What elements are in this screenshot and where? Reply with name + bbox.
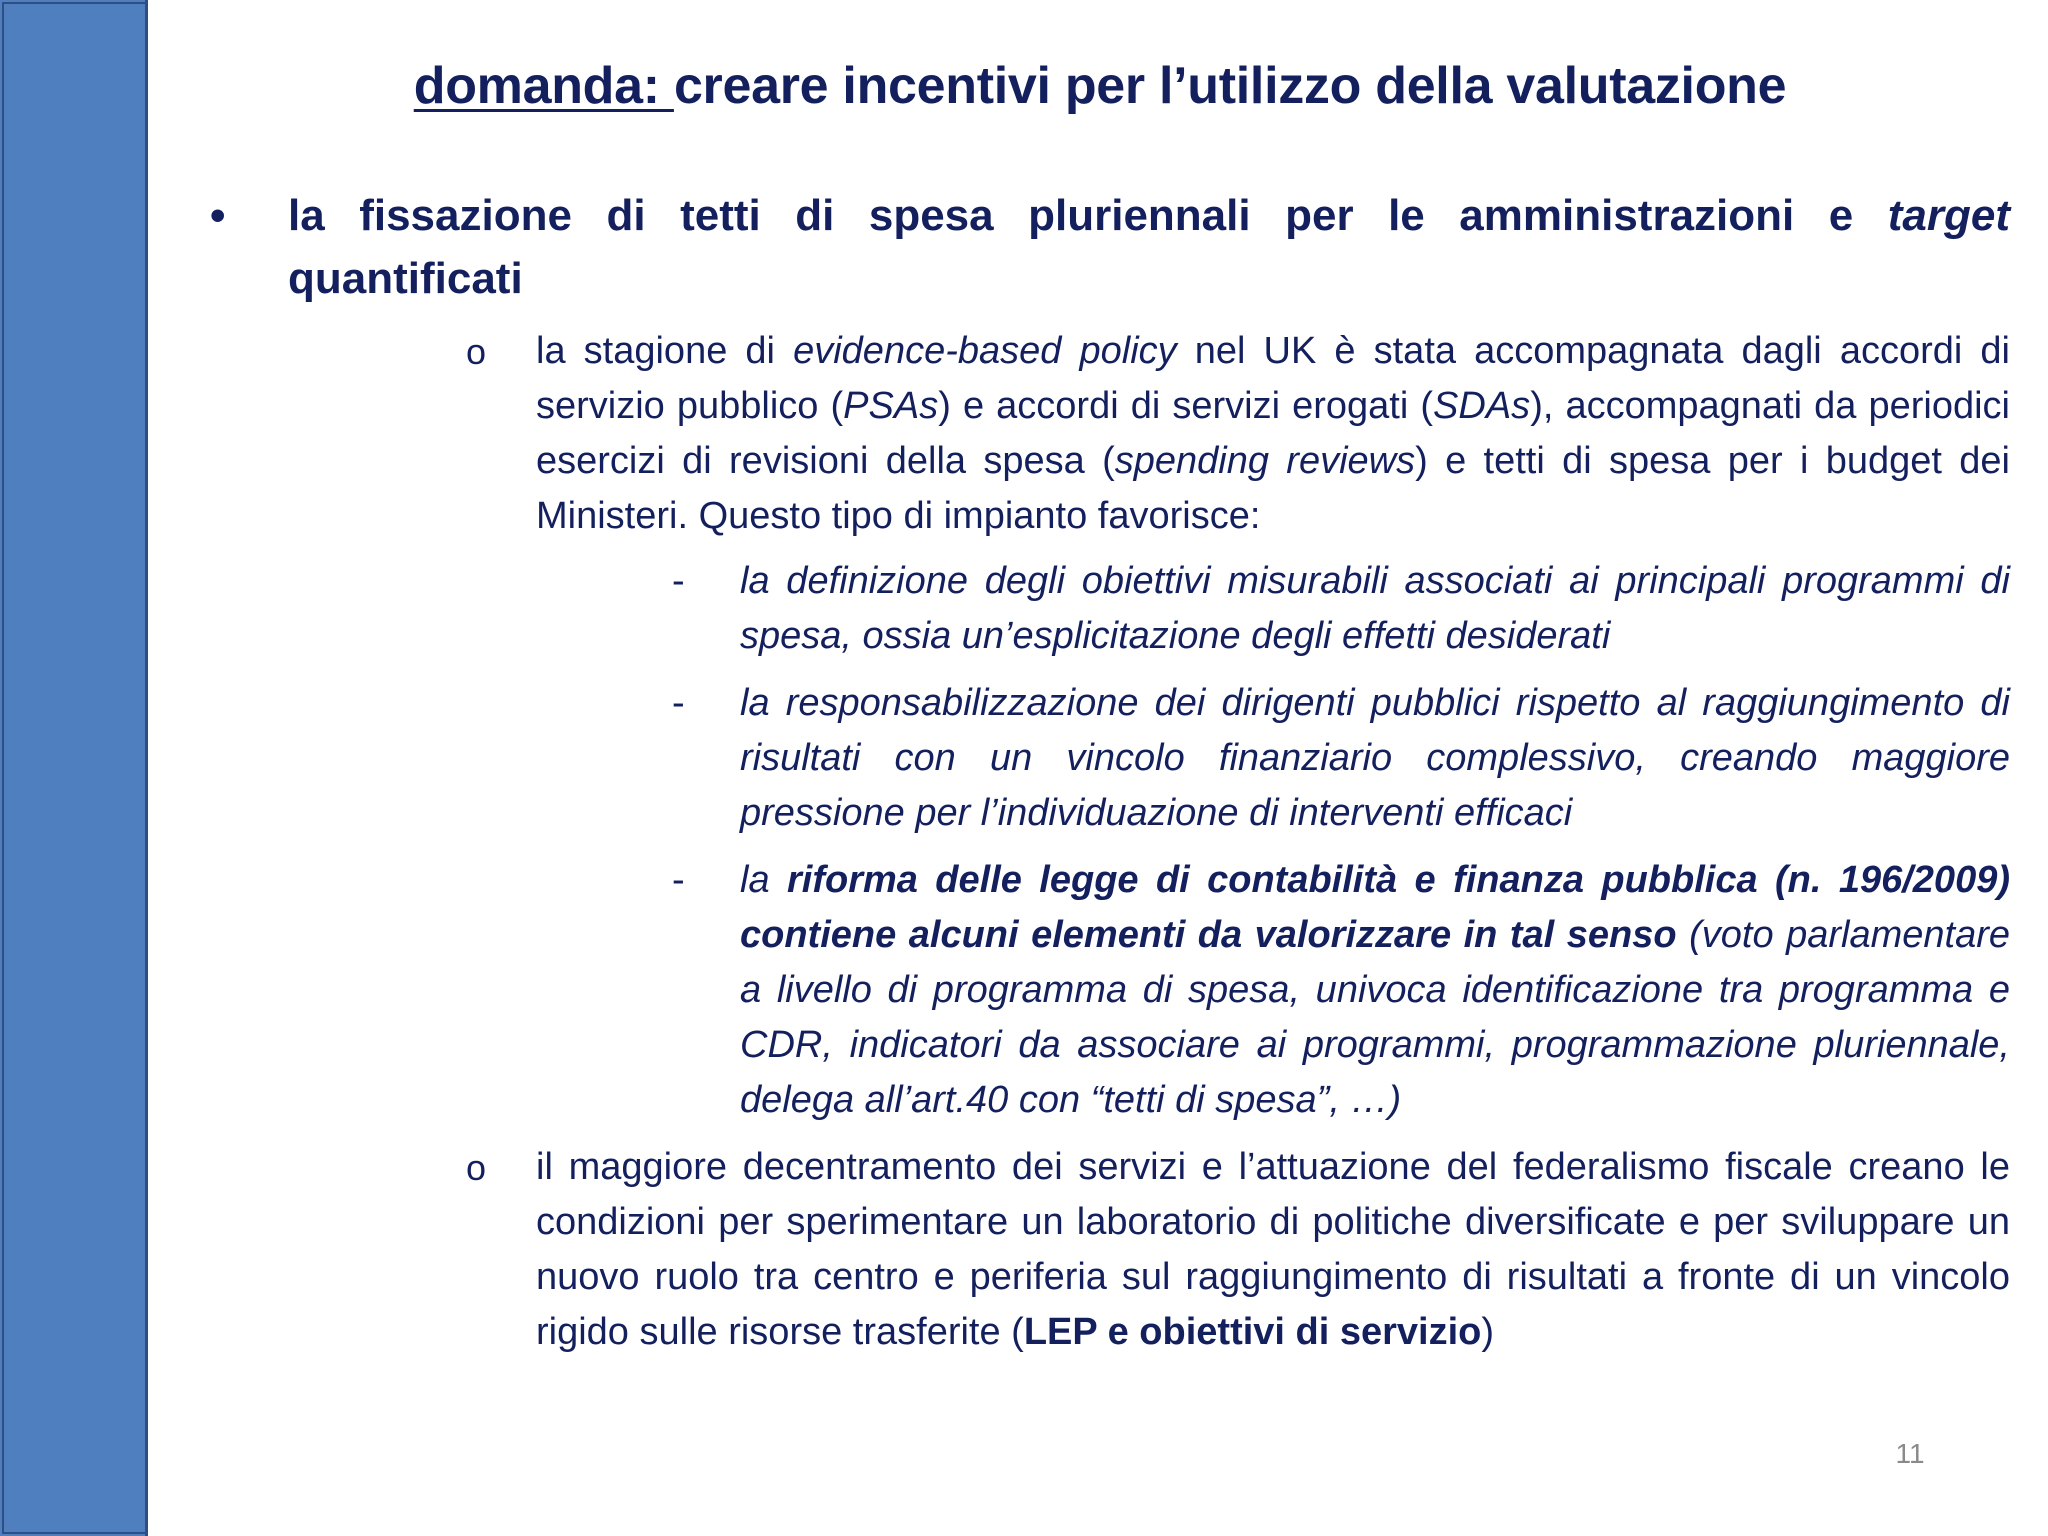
main-bullet-text-b: target	[1887, 191, 2010, 240]
sub1-t5: ) e accordi di servizi erogati (	[938, 385, 1434, 427]
dash-bullet-icon: -	[672, 859, 685, 901]
sub2-t3: )	[1481, 1311, 1495, 1353]
sub1-t7: ), accompagnati da periodici esercizi di revisioni della spesa (	[536, 385, 2010, 482]
main-bullet	[200, 184, 2010, 310]
dash-list	[200, 554, 2010, 1128]
sidebar-border	[2, 2, 145, 1534]
sub1-t6: SDAs	[1433, 385, 1531, 427]
sub1-t3: nel UK è stata accompagnata dagli accordi di servizio pubblico (	[536, 330, 2010, 427]
circle-bullet-icon: o	[466, 1147, 487, 1188]
dash-item-text: la responsabilizzazione dei dirigenti pubblici rispetto al raggiungimento di risultati con un vincolo finanziario complessivo, creando maggiore pressione per l’individuazione di interventi efficaci	[740, 682, 2010, 834]
sidebar-accent-bar	[0, 0, 148, 1536]
dash-item-riforma	[200, 853, 2010, 1128]
sub1-t8: spending reviews	[1114, 440, 1416, 482]
sub1-t2: evidence-based policy	[793, 330, 1177, 372]
bullet-dot-icon: •	[210, 191, 226, 240]
sub2-t2: LEP e obiettivi di servizio	[1023, 1311, 1482, 1353]
title-underlined-part: domanda:	[413, 57, 674, 115]
sub1-t4: PSAs	[843, 385, 939, 427]
dash-bullet-icon: -	[672, 682, 685, 724]
dash-item-definizione	[200, 554, 2010, 664]
sub1-t1: la stagione di	[536, 330, 794, 372]
dash-bullet-icon: -	[672, 560, 685, 602]
dash-item-text-c: (voto parlamentare a livello di programma di spesa, univoca identificazione tra programma e CDR, indicatori da associare ai programmi, programmazione pluriennale, delega all’art.40 con “tetti di spesa”, …)	[740, 914, 2010, 1121]
dash-item-text: la definizione degli obiettivi misurabili associati ai principali programmi di spesa, ossia un’esplicitazione degli effetti desiderati	[740, 560, 2010, 657]
circle-bullet-icon: o	[466, 331, 487, 372]
dash-item-text-b: riforma delle legge di contabilità e finanza pubblica (n. 196/2009) contiene alcuni elementi da valorizzare in tal senso	[740, 859, 2010, 956]
page-number: 11	[1895, 1438, 1925, 1469]
main-bullet-text-c: quantificati	[288, 254, 523, 303]
sub2-t1: il maggiore decentramento dei servizi e l’attuazione del federalismo fiscale creano le condizioni per sperimentare un laboratorio di politiche diversificate e per sviluppare un nuovo ruolo tra centro e periferia sul raggiungimento di risultati a fronte di un vincolo rigido sulle risorse trasferite (	[536, 1146, 2010, 1353]
sub-bullet-list	[200, 324, 2010, 1360]
main-bullet-text-a: la fissazione di tetti di spesa pluriennali per le amministrazioni e	[288, 191, 1888, 240]
slide-title	[180, 56, 2020, 116]
dash-item-text-a: la	[740, 859, 787, 901]
sub-bullet-federalismo	[200, 1140, 2010, 1360]
slide-content	[200, 184, 2010, 1366]
sub-bullet-uk-policy	[200, 324, 2010, 544]
sub1-t9: ) e tetti di spesa per i budget dei Ministeri. Questo tipo di impianto favorisce:	[536, 440, 2010, 537]
dash-item-responsabilizzazione	[200, 676, 2010, 841]
title-main-part: creare incentivi per l’utilizzo della valutazione	[673, 57, 1787, 115]
